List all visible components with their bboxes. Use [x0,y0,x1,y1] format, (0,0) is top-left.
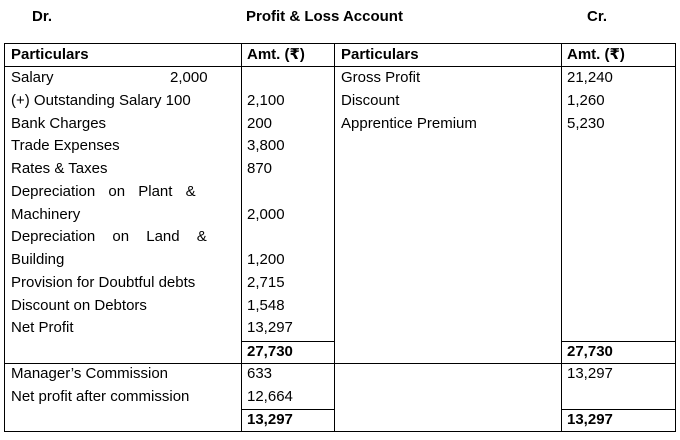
depreciation-plant-amount: 2,000 [247,206,285,223]
net-profit-amount: 13,297 [247,319,293,336]
trade-expenses-label: Trade Expenses [11,137,120,154]
credit-total: 27,730 [567,343,613,360]
provision-doubtful-debts-label: Provision for Doubtful debts [11,274,196,291]
salary-label: Salary [11,69,54,86]
table-border [4,43,5,432]
debit-side-heading: Dr. [32,8,53,25]
discount-debtors-amount: 1,548 [247,297,285,314]
trade-expenses-amount: 3,800 [247,137,285,154]
discount-label: Discount [341,92,400,109]
depreciation-land-label-cont: Building [11,251,65,268]
outstanding-salary-label: (+) Outstanding Salary 100 [11,92,191,109]
depreciation-land-amount: 1,200 [247,251,285,268]
manager-commission-amount: 633 [247,365,273,382]
discount-amount: 1,260 [567,92,605,109]
bank-charges-label: Bank Charges [11,115,107,132]
discount-debtors-label: Discount on Debtors [11,297,147,314]
salary-value: 2,000 [170,69,208,86]
depreciation-land-label: Depreciation on Land & [11,228,207,245]
outstanding-salary-amount: 2,100 [247,92,285,109]
rates-taxes-label: Rates & Taxes [11,160,108,177]
gross-profit-amount: 21,240 [567,69,613,86]
net-profit-label: Net Profit [11,319,74,336]
column-divider [241,43,242,432]
column-divider [334,43,335,432]
table-border [675,43,676,432]
credit-side-heading: Cr. [587,8,608,25]
column-header-amount: Amt. (₹) [247,46,305,63]
credit-total-2: 13,297 [567,411,613,428]
column-divider [561,43,562,432]
net-profit-after-commission-amount: 12,664 [247,388,293,405]
gross-profit-label: Gross Profit [341,69,421,86]
depreciation-plant-label-cont: Machinery [11,206,81,223]
net-profit-brought-down-amount: 13,297 [567,365,613,382]
profit-loss-table [4,43,676,432]
column-header-amount: Amt. (₹) [567,46,625,63]
bank-charges-amount: 200 [247,115,273,132]
manager-commission-label: Manager’s Commission [11,365,169,382]
apprentice-premium-amount: 5,230 [567,115,605,132]
page-title: Profit & Loss Account [246,8,403,25]
provision-doubtful-debts-amount: 2,715 [247,274,285,291]
column-header-particulars: Particulars [11,46,89,63]
debit-total-2: 13,297 [247,411,293,428]
table-border [4,431,676,432]
column-header-particulars: Particulars [341,46,419,63]
net-profit-after-commission-label: Net profit after commission [11,388,190,405]
rates-taxes-amount: 870 [247,160,273,177]
depreciation-plant-label: Depreciation on Plant & [11,183,196,200]
apprentice-premium-label: Apprentice Premium [341,115,477,132]
debit-total: 27,730 [247,343,293,360]
